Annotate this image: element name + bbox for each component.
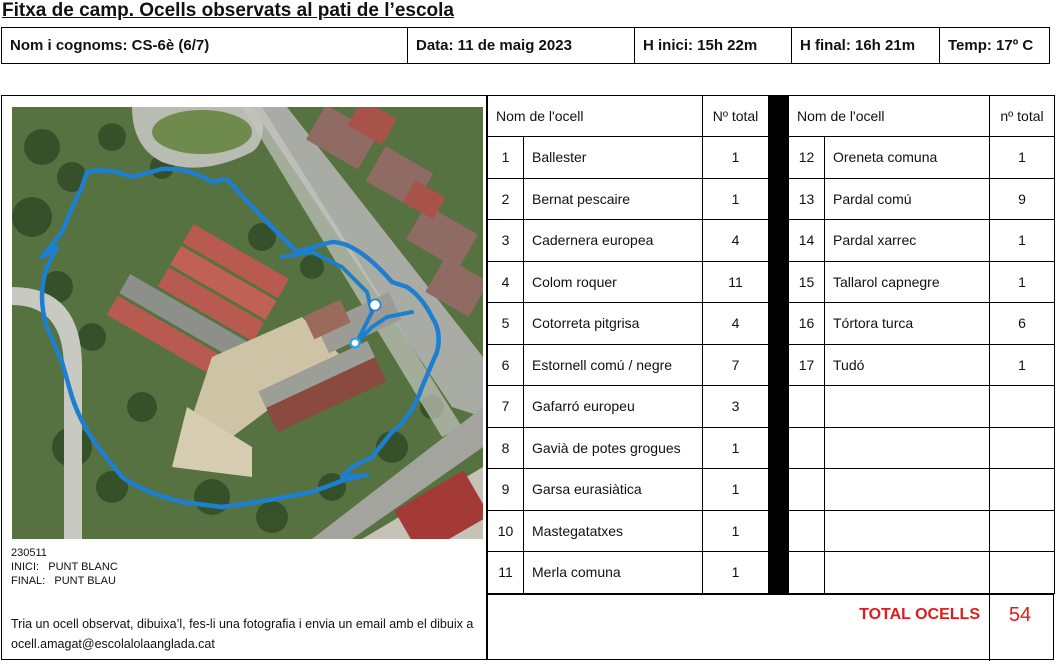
- bird-total-right: 9: [990, 178, 1055, 220]
- column-header-total-right: nº total: [990, 96, 1055, 137]
- table-row: [488, 552, 1055, 594]
- bird-number-right: 13: [789, 178, 825, 220]
- bird-total-left: 1: [703, 137, 769, 179]
- bird-name-right: Oreneta comuna: [825, 137, 990, 179]
- bird-total-right: [990, 469, 1055, 511]
- start-time-field: H inici: 15h 22m: [635, 28, 792, 64]
- page-title: Fitxa de camp. Ocells observats al pati de l’escola: [2, 0, 454, 21]
- bird-name-left: Cotorreta pitgrisa: [524, 303, 703, 345]
- map-panel: [1, 95, 487, 660]
- column-separator: [769, 137, 789, 179]
- table-row: [488, 386, 1055, 428]
- birds-table: [487, 95, 1055, 594]
- bird-total-right: [990, 510, 1055, 552]
- start-point-marker: [370, 300, 381, 311]
- column-separator: [769, 178, 789, 220]
- bird-total-left: 4: [703, 220, 769, 262]
- bird-total-left: 1: [703, 427, 769, 469]
- student-name-field: Nom i cognoms: CS-6è (6/7): [2, 28, 408, 64]
- bird-total-left: 7: [703, 344, 769, 386]
- bird-name-left: Cadernera europea: [524, 220, 703, 262]
- bird-name-left: Gafarró europeu: [524, 386, 703, 428]
- column-header-bird-name-right: Nom de l'ocell: [789, 96, 990, 137]
- bird-number-right: [789, 386, 825, 428]
- bird-number-right: 15: [789, 261, 825, 303]
- bird-total-right: 1: [990, 344, 1055, 386]
- total-value: 54: [1008, 604, 1032, 626]
- header-info: [1, 27, 1050, 64]
- bird-number-left: 3: [488, 220, 524, 262]
- column-header-bird-name-left: Nom de l'ocell: [488, 96, 703, 137]
- bird-name-right: [825, 427, 990, 469]
- bird-name-right: [825, 469, 990, 511]
- table-row: [488, 344, 1055, 386]
- table-row: [488, 178, 1055, 220]
- bird-number-right: [789, 552, 825, 594]
- bird-total-right: [990, 386, 1055, 428]
- column-separator: [769, 303, 789, 345]
- bird-name-left: Ballester: [524, 137, 703, 179]
- bird-name-right: Pardal xarrec: [825, 220, 990, 262]
- bird-total-right: 6: [990, 303, 1055, 345]
- bird-name-left: Bernat pescaire: [524, 178, 703, 220]
- start-point-label: INICI: PUNT BLANC: [11, 561, 118, 573]
- table-row: [488, 303, 1055, 345]
- bird-total-left: 1: [703, 469, 769, 511]
- total-row: [487, 594, 1054, 660]
- map-legend: [11, 546, 118, 588]
- bird-number-right: [789, 510, 825, 552]
- end-time-field: H final: 16h 21m: [792, 28, 940, 64]
- bird-total-right: 1: [990, 220, 1055, 262]
- bird-number-left: 10: [488, 510, 524, 552]
- bird-number-right: 14: [789, 220, 825, 262]
- column-separator: [769, 96, 789, 137]
- bird-number-right: [789, 469, 825, 511]
- table-row: [488, 510, 1055, 552]
- column-separator: [769, 220, 789, 262]
- bird-name-right: [825, 386, 990, 428]
- map-code: 230511: [11, 547, 47, 559]
- column-separator: [769, 427, 789, 469]
- bird-number-right: 17: [789, 344, 825, 386]
- bird-total-left: 3: [703, 386, 769, 428]
- bird-number-right: 16: [789, 303, 825, 345]
- bird-total-left: 4: [703, 303, 769, 345]
- aerial-map: [12, 107, 483, 539]
- bird-number-left: 11: [488, 552, 524, 594]
- bird-total-right: 1: [990, 261, 1055, 303]
- bird-total-left: 11: [703, 261, 769, 303]
- bird-number-right: [789, 427, 825, 469]
- column-separator: [769, 552, 789, 594]
- bird-name-right: [825, 552, 990, 594]
- bird-total-left: 1: [703, 178, 769, 220]
- bird-total-left: 1: [703, 552, 769, 594]
- bird-number-left: 7: [488, 386, 524, 428]
- bird-total-right: [990, 427, 1055, 469]
- column-separator: [769, 344, 789, 386]
- bird-number-left: 9: [488, 469, 524, 511]
- bird-name-right: Pardal comú: [825, 178, 990, 220]
- bird-name-right: Tallarol capnegre: [825, 261, 990, 303]
- column-separator: [769, 510, 789, 552]
- bird-name-left: Mastegatatxes: [524, 510, 703, 552]
- bird-name-left: Merla comuna: [524, 552, 703, 594]
- bird-name-left: Colom roquer: [524, 261, 703, 303]
- table-row: [488, 137, 1055, 179]
- table-row: [488, 220, 1055, 262]
- end-point-marker: [351, 339, 360, 348]
- bird-number-left: 2: [488, 178, 524, 220]
- column-header-total-left: Nº total: [703, 96, 769, 137]
- bird-number-left: 4: [488, 261, 524, 303]
- bird-number-right: 12: [789, 137, 825, 179]
- bird-number-left: 8: [488, 427, 524, 469]
- bird-total-right: 1: [990, 137, 1055, 179]
- bird-total-right: [990, 552, 1055, 594]
- instructions-text: Tria un ocell observat, dibuixa’l, fes-li una fotografia i envia un email amb el dibuix a ocell.amagat@escolalolaanglada.cat: [11, 617, 474, 651]
- table-row: [488, 261, 1055, 303]
- end-point-label: FINAL: PUNT BLAU: [11, 575, 116, 587]
- bird-number-left: 5: [488, 303, 524, 345]
- total-label: TOTAL OCELLS: [859, 606, 980, 623]
- column-separator: [769, 469, 789, 511]
- bird-name-right: [825, 510, 990, 552]
- bird-name-left: Gavià de potes grogues: [524, 427, 703, 469]
- bird-name-left: Garsa eurasiàtica: [524, 469, 703, 511]
- temperature-field: Temp: 17º C: [940, 28, 1050, 64]
- bird-total-left: 1: [703, 510, 769, 552]
- bird-name-left: Estornell comú / negre: [524, 344, 703, 386]
- bird-name-right: Tórtora turca: [825, 303, 990, 345]
- column-separator: [769, 261, 789, 303]
- column-separator: [769, 386, 789, 428]
- aerial-map-image: [12, 107, 483, 539]
- table-row: [488, 469, 1055, 511]
- date-field: Data: 11 de maig 2023: [408, 28, 635, 64]
- table-row: [488, 427, 1055, 469]
- table-header-row: [488, 96, 1055, 137]
- bird-name-right: Tudó: [825, 344, 990, 386]
- bird-number-left: 6: [488, 344, 524, 386]
- bird-number-left: 1: [488, 137, 524, 179]
